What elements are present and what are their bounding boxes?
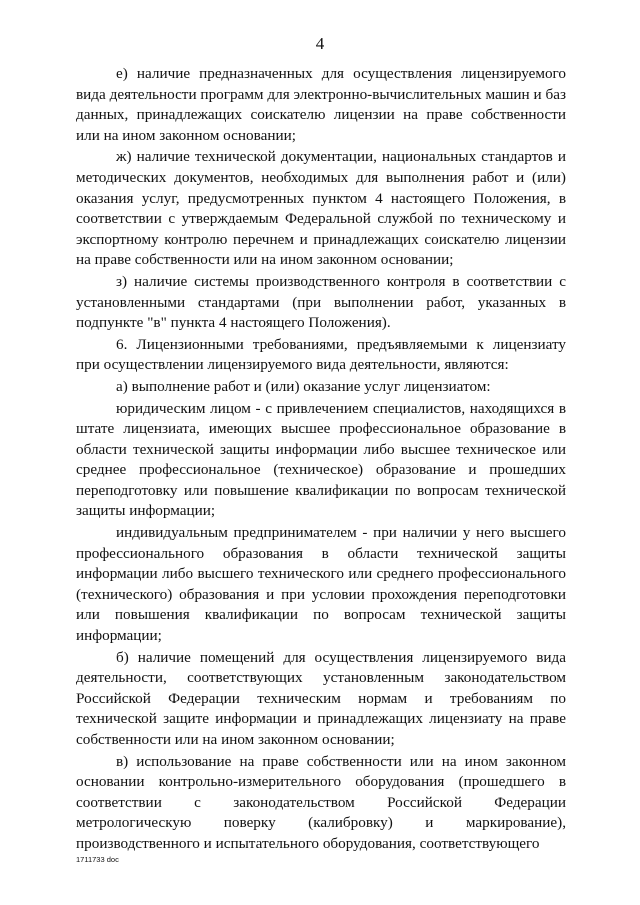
paragraph-entrepreneur: индивидуальным предпринимателем - при наличии у него высшего профессионального образования в области технической защиты информации либо высшего технического или среднего профессионального (технического) образования и при условии прохождения переподготовки или повышения квалификации по вопросам технической защиты информации; xyxy=(76,524,566,645)
paragraph-b: б) наличие помещений для осуществления лицензируемого вида деятельности, соответствующих установленным законодательством Российской Федерации техническим нормам и требованиям по технической защите информации и принадлежащих лицензиату на праве собственности или на ином законном основании; xyxy=(76,648,566,748)
document-body xyxy=(76,64,566,856)
paragraph-e: е) наличие предназначенных для осуществления лицензируемого вида деятельности программ для электронно-вычислительных машин и баз данных, принадлежащих соискателю лицензии на праве собственности или на ином законном основании; xyxy=(76,65,566,144)
paragraph-v: в) использование на праве собственности или на ином законном основании контрольно-измерительного оборудования (прошедшего в соответствии с законодательством Российской Федерации метрологическую поверку (калибровку) и маркирование), производственного и испытательного оборудования, соответствующего xyxy=(76,752,566,852)
page-number: 4 xyxy=(315,34,325,53)
paragraph-6: 6. Лицензионными требованиями, предъявляемыми к лицензиату при осуществлении лицензируемого вида деятельности, являются: xyxy=(76,335,566,374)
paragraph-legal-entity: юридическим лицом - с привлечением специалистов, находящихся в штате лицензиата, имеющих высшее профессиональное образование в области технической защиты информации либо высшее техническое или среднее профессиональное (техническое) образование и прошедших переподготовку или повышение квалификации по вопросам технической защиты информации; xyxy=(76,399,566,520)
paragraph-zh: ж) наличие технической документации, национальных стандартов и методических документов, необходимых для выполнения работ и (или) оказания услуг, предусмотренных пунктом 4 настоящего Положения, в соответствии с утверждаемым Федеральной службой по техническому и экспортному контролю перечнем и принадлежащих соискателю лицензии на праве собственности или на ином законном основании; xyxy=(76,148,566,269)
paragraph-a: а) выполнение работ и (или) оказание услуг лицензиатом: xyxy=(116,377,491,395)
paragraph-z: з) наличие системы производственного контроля в соответствии с установленными стандартами (при выполнении работ, указанных в подпункте "в" пункта 4 настоящего Положения). xyxy=(76,272,566,332)
footer-doc-id: 1711733 doc xyxy=(76,855,119,864)
